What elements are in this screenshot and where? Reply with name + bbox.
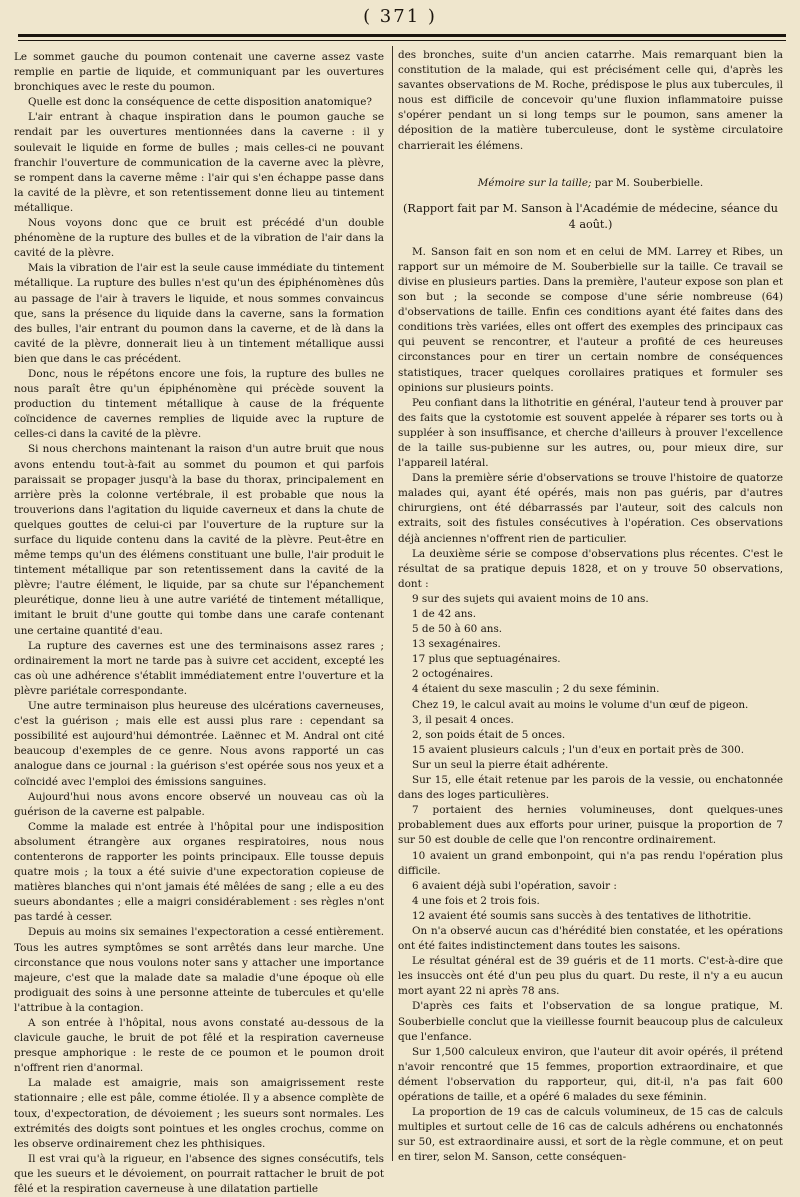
right-paragraph: D'après ces faits et l'observation de sa longue pratique, M. Souberbielle conclut que la vieillesse fournit beaucoup plus de calculeux que l'enfance. [398,1000,783,1043]
left-paragraph: La rupture des cavernes est une des terminaisons assez rares ; ordinairement la mort ne tarde pas à suivre cet accident, excepté les cas où une adhérence s'établit immédiatement entre l'ouverture et la plèvre pariétale correspondante. [14,639,384,697]
rapport-line: (Rapport fait par M. Sanson à l'Académie de médecine, séance du 4 août.) [403,201,778,231]
left-paragraph: Il est vrai qu'à la rigueur, en l'absence des signes consécutifs, tels que les sueurs et le dévoiement, on pourrait rattacher le bruit de pot fêlé et la respiration caverneuse à une dilatation partielle [14,1152,384,1196]
left-paragraph: L'air entrant à chaque inspiration dans le poumon gauche se rendait par les ouvertures mentionnées dans la caverne : il y soulevait le liquide en forme de bulles ; mais celles-ci ne pouvant franchir l'ouverture de communication de la caverne avec la plèvre, se rompent dans la caverne même : l'air qui s'en échappe passe dans la cavité de la plèvre, et son retentissement donne lieu au tintement métallique. [14,111,384,214]
stats-list-item: 13 sexagénaires. [412,638,501,651]
left-paragraph: Comme la malade est entrée à l'hôpital pour une indisposition absolument étrangère aux organes respiratoires, nous nous contenterons de rapporter les points principaux. Elle tousse depuis quatre mois ; la toux a été suivie d'une expectoration copieuse de matières blanches qui n'ont jamais été mêlées de sang ; elle a eu des sueurs abondantes ; elle a maigri considérablement : ses règles n'ont pas tardé à cesser. [14,820,384,924]
right-column [398,48,783,1164]
right-intro-paragraph: des bronches, suite d'un ancien catarrhe. Mais remarquant bien la constitution de la malade, qui est précisément celle qui, d'après les savantes observations de M. Roche, prédispose le plus aux tubercules, il nous est difficile de concevoir qu'une fluxion inflammatoire puisse s'opérer pendant un si long temps sur le poumon, sans amener la déposition de la matière tuberculeuse, dont le système circulatoire charrierait les élémens. [398,49,783,152]
left-paragraph: Le sommet gauche du poumon contenait une caverne assez vaste remplie en partie de liquide, et communiquant par les ouvertures bronchiques avec le reste du poumon. [14,51,384,94]
stats-list-item: 9 sur des sujets qui avaient moins de 10 ans. [412,592,649,605]
article-author: par M. Souberbielle. [591,176,704,189]
left-paragraph: Si nous cherchons maintenant la raison d'un autre bruit que nous avons entendu tout-à-fait au sommet du poumon et qui parfois paraissait se propager jusqu'à la base du thorax, principalement en arrière près la colonne vertébrale, il est probable que nous la trouverions dans l'agitation du liquide caverneux et dans la chute de quelques gouttes de celui-ci par l'ouverture de la rupture sur la surface du liquide contenu dans la cavité de la plèvre. Peut-être en même temps qu'un des élémens constituant une bulle, l'air produit le tintement métallique par son retentissement dans la cavité de la plèvre; l'autre élément, le liquide, par sa chute sur l'épanchement pleurétique, donne lieu à une autre variété de tintement métallique, imitant le bruit d'une goutte qui tombe dans une carafe contenant une certaine quantité d'eau. [14,443,384,637]
right-paragraph: Peu confiant dans la lithotritie en général, l'auteur tend à prouver par des faits que la cystotomie est souvent appelée à réparer ses torts ou à suppléer à son insuffisance, et cherche d'ailleurs à prouver l'excellence de la taille sus-pubienne sur les autres, ou, pour mieux dire, sur l'appareil latéral. [398,396,783,470]
right-paragraph: 15 avaient plusieurs calculs ; l'un d'eux en portait près de 300. [412,743,745,756]
stats-list-item: 5 de 50 à 60 ans. [412,623,503,636]
article-heading [398,176,783,191]
right-paragraph: 10 avaient un grand embonpoint, qui n'a pas rendu l'opération plus difficile. [398,849,783,877]
left-paragraph: Aujourd'hui nous avons encore observé un nouveau cas où la guérison de la caverne est palpable. [14,790,384,818]
right-paragraph: La deuxième série se compose d'observations plus récentes. C'est le résultat de sa pratique depuis 1828, et on y trouve 50 observations, dont : [398,547,783,590]
left-paragraph: Donc, nous le répétons encore une fois, la rupture des bulles ne nous paraît être qu'un épiphénomène qui précède souvent la production du tintement métallique à cause de la fréquente coïncidence de cavernes remplies de liquide avec la rupture de celles-ci dans la cavité de la plèvre. [14,367,384,441]
right-paragraph: 6 avaient déjà subi l'opération, savoir : [412,879,617,892]
right-paragraph: Chez 19, le calcul avait au moins le volume d'un œuf de pigeon. [412,698,749,711]
right-paragraph: 12 avaient été soumis sans succès à des tentatives de lithotritie. [412,909,752,922]
right-paragraph: Sur 1,500 calculeux environ, que l'auteur dit avoir opérés, il prétend n'avoir rencontré que 15 femmes, proportion extraordinaire, et que dément l'observation du rapporteur, qui, dit-il, n'a pas fait 600 opérations de taille, et a opéré 6 malades du sexe féminin. [398,1045,783,1103]
right-paragraph: M. Sanson fait en son nom et en celui de MM. Larrey et Ribes, un rapport sur un mémoire de M. Souberbielle sur la taille. Ce travail se divise en plusieurs parties. Dans la première, l'auteur expose son plan et son but ; la seconde se compose d'une série nombreuse (64) d'observations de taille. Enfin ces conditions ayant été faites dans des conditions très variées, elles ont offert des exemples des principaux cas qui peuvent se rencontrer, et l'auteur a profité de ces heureuses circonstances pour en tirer un certain nombre de conséquences statistiques, tracer quelques corollaires pratiques et formuler ses opinions sur plusieurs points. [398,245,783,394]
right-paragraph: 2, son poids était de 5 onces. [412,728,566,741]
stats-list-item: 4 étaient du sexe masculin ; 2 du sexe féminin. [412,683,660,696]
article-title: Mémoire sur la taille; [477,176,592,189]
left-paragraph: Nous voyons donc que ce bruit est précédé d'un double phénomène de la rupture des bulles et de la vibration de l'air dans la cavité de la plèvre. [14,217,384,260]
page-number: ( 371 ) [363,6,437,27]
right-paragraph: Sur un seul la pierre était adhérente. [412,758,609,771]
right-paragraph: La proportion de 19 cas de calculs volumineux, de 15 cas de calculs multiples et surtout celle de 16 cas de calculs adhérens ou enchatonnés sur 50, est extraordinaire aussi, et sort de la règle commune, et on peut en tirer, selon M. Sanson, cette conséquen- [398,1106,783,1164]
left-column [14,50,384,1196]
left-paragraph: Depuis au moins six semaines l'expectoration a cessé entièrement. Tous les autres symptômes se sont arrêtés dans leur marche. Une circonstance que nous voulons noter sans y attacher une importance majeure, c'est que la malade date sa maladie d'une époque où elle prodiguait des soins à une personne atteinte de tubercules et qu'elle l'attribue à la contagion. [14,926,384,1014]
right-paragraph: On n'a observé aucun cas d'hérédité bien constatée, et les opérations ont été faites indistinctement dans toutes les saisons. [398,924,783,953]
header-rule-thick [18,34,786,37]
left-paragraph: Mais la vibration de l'air est la seule cause immédiate du tintement métallique. La rupture des bulles n'est qu'un des épiphénomènes dûs au passage de l'air à travers le liquide, et nous sommes convaincus que, sans la présence du liquide dans la caverne, sans la formation des bulles, l'air entrant du poumon dans la caverne, et de là dans la cavité de la plèvre, donnerait lieu à un tintement métallique aussi bien que dans le cas précédent. [14,262,384,365]
left-paragraph: Quelle est donc la conséquence de cette disposition anatomique? [28,96,372,109]
stats-list-item: 17 plus que septuagénaires. [412,653,561,666]
right-paragraph: 4 une fois et 2 trois fois. [412,894,540,907]
right-paragraph: Sur 15, elle était retenue par les parois de la vessie, ou enchatonnée dans des loges particulières. [398,774,783,802]
right-paragraph: Dans la première série d'observations se trouve l'histoire de quatorze malades qui, ayant été opérés, mais non pas guéris, par d'autres chirurgiens, ont été débarrassés par l'auteur, soit des calculs non extraits, soit des fistules consécutives à l'opération. Ces observations déjà anciennes n'offrent rien de particulier. [398,472,783,545]
left-paragraph: La malade est amaigrie, mais son amaigrissement reste stationnaire ; elle est pâle, comme étiolée. Il y a absence complète de toux, d'expectoration, de dévoiement ; les sueurs sont normales. Les extrémités des doigts sont pointues et les ongles crochus, comme on les observe ordinairement chez les phthisiques. [14,1077,384,1150]
left-paragraph: A son entrée à l'hôpital, nous avons constaté au-dessous de la clavicule gauche, le bruit de pot fêlé et la respiration caverneuse presque amphorique : le reste de ce poumon et le poumon droit n'offrent rien d'anormal. [14,1017,384,1075]
stats-list-item: 2 octogénaires. [412,668,494,681]
column-divider [392,46,393,1161]
right-paragraph: 3, il pesait 4 onces. [412,713,514,726]
right-paragraph: 7 portaient des hernies volumineuses, dont quelques-unes probablement dues aux efforts pour uriner, puisque la proportion de 7 sur 50 est double de celle que l'on rencontre ordinairement. [398,804,783,847]
header-rule-thin [18,40,786,41]
left-paragraph: Une autre terminaison plus heureuse des ulcérations caverneuses, c'est la guérison ; mais elle est aussi plus rare : cependant sa possibilité est aujourd'hui démontrée. Laënnec et M. Andral ont cité beaucoup d'exemples de ce genre. Nous avons rapporté un cas analogue dans ce journal : la guérison s'est opérée sous nos yeux et a coïncidé avec l'emploi des émissions sanguines. [14,700,384,788]
stats-list [398,592,783,698]
right-paragraph: Le résultat général est de 39 guéris et de 11 morts. C'est-à-dire que les insuccès ont été d'un peu plus du quart. Du reste, il n'y a eu aucun mort ayant 22 ni après 78 ans. [398,955,783,998]
stats-list-item: 1 de 42 ans. [412,608,477,620]
